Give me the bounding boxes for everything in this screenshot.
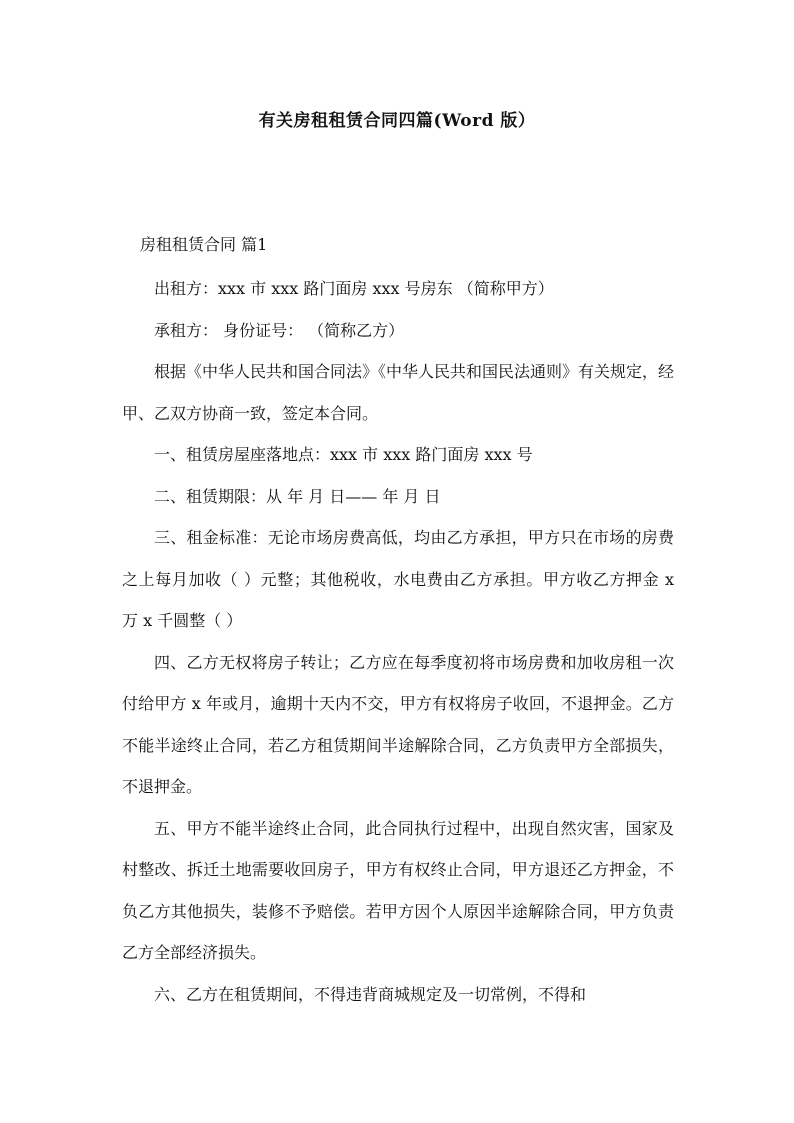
paragraph-clause-5: 五、甲方不能半途终止合同，此合同执行过程中，出现自然灾害，国家及村整改、拆迁土地需要收回房子，甲方有权终止合同，甲方退还乙方押金，不负乙方其他损失，装修不予赔偿。若甲方因个人原因半途解除合同，甲方负责乙方全部经济损失。 bbox=[122, 818, 674, 962]
paragraph-clause-2: 二、租赁期限：从 年 月 日—— 年 月 日 bbox=[154, 486, 441, 506]
paragraph-lessee: 承租方： 身份证号： （简称乙方） bbox=[154, 320, 405, 340]
document-title: 有关房租租赁合同四篇(Word 版） bbox=[258, 111, 536, 131]
document-body bbox=[122, 268, 674, 1015]
paragraph-clause-1: 一、租赁房屋座落地点：xxx 市 xxx 路门面房 xxx 号 bbox=[154, 445, 533, 464]
paragraph-clause-6: 六、乙方在租赁期间，不得违背商城规定及一切常例，不得和 bbox=[154, 984, 587, 1004]
paragraph-legal-basis: 根据《中华人民共和国合同法》《中华人民共和国民法通则》有关规定，经甲、乙双方协商一致，签定本合同。 bbox=[122, 362, 675, 423]
paragraph-clause-3: 三、租金标准：无论市场房费高低，均由乙方承担，甲方只在市场的房费之上每月加收（ ）元整；其他税收，水电费由乙方承担。甲方收乙方押金 x 万 x 千圆整（ ） bbox=[122, 528, 674, 630]
paragraph-clause-4: 四、乙方无权将房子转让；乙方应在每季度初将市场房费和加收房租一次付给甲方 x 年或月，逾期十天内不交，甲方有权将房子收回，不退押金。乙方不能半途终止合同，若乙方租赁期间半途解除合同，乙方负责甲方全部损失，不退押金。 bbox=[122, 652, 674, 796]
paragraph-lessor: 出租方：xxx 市 xxx 路门面房 xxx 号房东 （简称甲方） bbox=[154, 279, 554, 298]
section-heading: 房租租赁合同 篇1 bbox=[140, 235, 268, 254]
